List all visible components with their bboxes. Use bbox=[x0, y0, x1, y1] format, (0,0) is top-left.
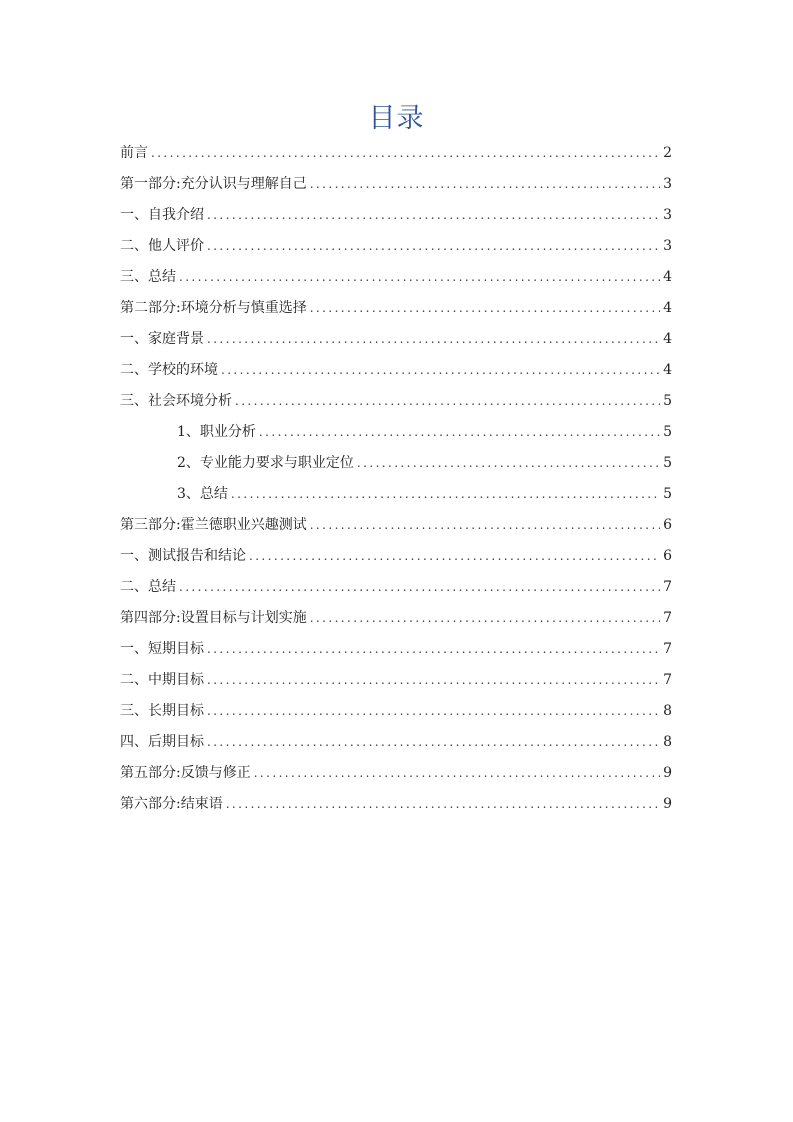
toc-entry-page-number: 9 bbox=[663, 796, 672, 812]
toc-dot-leader bbox=[310, 607, 660, 630]
toc-entry-label: 第五部分:反馈与修正 bbox=[120, 765, 251, 781]
toc-entry[interactable] bbox=[120, 235, 672, 266]
toc-entry-page-number: 8 bbox=[663, 703, 672, 719]
toc-dot-leader bbox=[310, 514, 660, 537]
toc-entry[interactable] bbox=[120, 545, 672, 576]
toc-entry-page-number: 7 bbox=[663, 641, 672, 657]
toc-entry-page-number: 5 bbox=[663, 455, 672, 471]
toc-dot-leader bbox=[231, 483, 660, 506]
toc-dot-leader bbox=[207, 204, 660, 227]
toc-entry-page-number: 7 bbox=[663, 579, 672, 595]
toc-entry[interactable] bbox=[120, 142, 672, 173]
toc-entry-label: 二、中期目标 bbox=[120, 672, 204, 688]
toc-entry-page-number: 6 bbox=[663, 548, 672, 564]
toc-entry-label: 第六部分:结束语 bbox=[120, 796, 223, 812]
toc-entry[interactable] bbox=[120, 173, 672, 204]
toc-entry[interactable] bbox=[120, 700, 672, 731]
toc-entry-page-number: 4 bbox=[663, 331, 672, 347]
toc-entry[interactable] bbox=[120, 576, 672, 607]
toc-entry[interactable] bbox=[120, 607, 672, 638]
toc-entry-label: 2、专业能力要求与职业定位 bbox=[177, 455, 354, 471]
toc-entry[interactable] bbox=[120, 297, 672, 328]
toc-entry-label: 三、总结 bbox=[120, 269, 176, 285]
toc-entry-page-number: 4 bbox=[663, 362, 672, 378]
toc-dot-leader bbox=[179, 576, 660, 599]
toc-entry-page-number: 3 bbox=[663, 176, 672, 192]
toc-title: 目录 bbox=[368, 103, 425, 134]
toc-entry-label: 一、短期目标 bbox=[120, 641, 204, 657]
toc-entry[interactable] bbox=[120, 359, 672, 390]
toc-dot-leader bbox=[310, 173, 660, 196]
toc-entry-page-number: 5 bbox=[663, 393, 672, 409]
toc-entry[interactable] bbox=[120, 762, 672, 793]
toc-entry-label: 三、长期目标 bbox=[120, 703, 204, 719]
toc-entry-label: 前言 bbox=[120, 145, 148, 161]
toc-dot-leader bbox=[179, 266, 660, 289]
toc-entry-label: 一、家庭背景 bbox=[120, 331, 204, 347]
toc-entry-page-number: 5 bbox=[663, 486, 672, 502]
toc-entry-label: 第二部分:环境分析与慎重选择 bbox=[120, 300, 307, 316]
toc-entry[interactable] bbox=[120, 390, 672, 421]
toc-entry-page-number: 3 bbox=[663, 207, 672, 223]
toc-dot-leader bbox=[357, 452, 660, 475]
toc-entry[interactable] bbox=[120, 328, 672, 359]
toc-dot-leader bbox=[207, 328, 660, 351]
toc-entry[interactable] bbox=[120, 731, 672, 762]
toc-dot-leader bbox=[207, 731, 660, 754]
toc-dot-leader bbox=[207, 700, 660, 723]
toc-entry-page-number: 8 bbox=[663, 734, 672, 750]
toc-entry[interactable] bbox=[120, 638, 672, 669]
toc-dot-leader bbox=[249, 545, 660, 568]
toc-entry-label: 三、社会环境分析 bbox=[120, 393, 232, 409]
toc-entry[interactable] bbox=[120, 669, 672, 700]
toc-dot-leader bbox=[151, 142, 660, 165]
toc-entry-label: 1、职业分析 bbox=[177, 424, 256, 440]
toc-entry-page-number: 3 bbox=[663, 238, 672, 254]
toc-entry-label: 第一部分:充分认识与理解自己 bbox=[120, 176, 307, 192]
toc-dot-leader bbox=[207, 235, 660, 258]
toc-entry-page-number: 2 bbox=[663, 145, 672, 161]
toc-dot-leader bbox=[207, 669, 660, 692]
toc-dot-leader bbox=[221, 359, 660, 382]
toc-entry-page-number: 5 bbox=[663, 424, 672, 440]
toc-entry[interactable] bbox=[120, 266, 672, 297]
toc-entry-label: 二、总结 bbox=[120, 579, 176, 595]
toc-entry[interactable] bbox=[120, 483, 672, 514]
toc-entry[interactable] bbox=[120, 452, 672, 483]
toc-entry-page-number: 4 bbox=[663, 269, 672, 285]
toc-entry-label: 第三部分:霍兰德职业兴趣测试 bbox=[120, 517, 307, 533]
toc-entry-page-number: 7 bbox=[663, 610, 672, 626]
toc-dot-leader bbox=[254, 762, 660, 785]
toc-entry-label: 3、总结 bbox=[177, 486, 228, 502]
toc-list bbox=[120, 142, 672, 824]
toc-entry[interactable] bbox=[120, 421, 672, 452]
toc-dot-leader bbox=[310, 297, 660, 320]
toc-entry-label: 二、学校的环境 bbox=[120, 362, 218, 378]
toc-entry[interactable] bbox=[120, 514, 672, 545]
toc-entry[interactable] bbox=[120, 204, 672, 235]
toc-entry-page-number: 9 bbox=[663, 765, 672, 781]
toc-entry-label: 一、自我介绍 bbox=[120, 207, 204, 223]
toc-entry-label: 一、测试报告和结论 bbox=[120, 548, 246, 564]
toc-entry-label: 二、他人评价 bbox=[120, 238, 204, 254]
toc-dot-leader bbox=[226, 793, 660, 816]
toc-entry-page-number: 4 bbox=[663, 300, 672, 316]
toc-entry-label: 四、后期目标 bbox=[120, 734, 204, 750]
toc-entry[interactable] bbox=[120, 793, 672, 824]
toc-entry-label: 第四部分:设置目标与计划实施 bbox=[120, 610, 307, 626]
toc-dot-leader bbox=[259, 421, 660, 444]
toc-entry-page-number: 7 bbox=[663, 672, 672, 688]
toc-dot-leader bbox=[207, 638, 660, 661]
toc-entry-page-number: 6 bbox=[663, 517, 672, 533]
toc-dot-leader bbox=[235, 390, 660, 413]
